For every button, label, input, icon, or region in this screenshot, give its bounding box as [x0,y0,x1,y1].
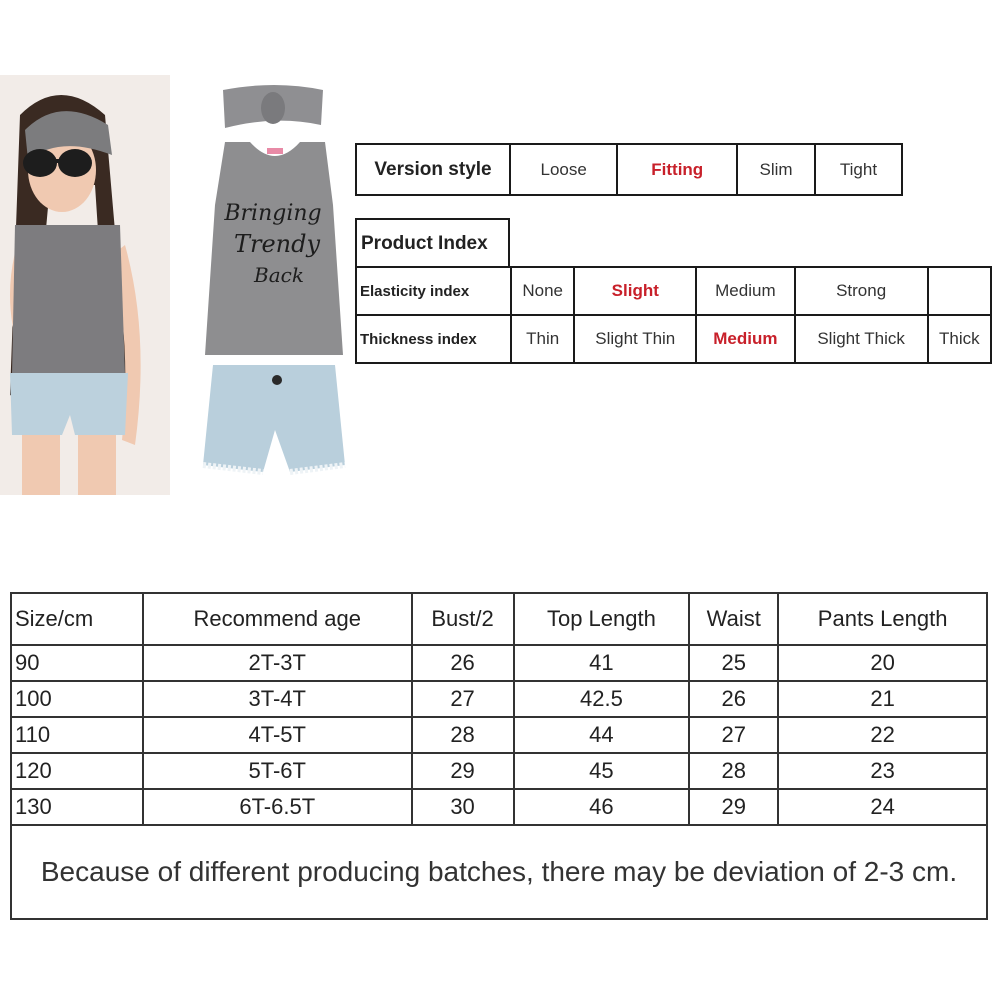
product-index-title: Product Index [355,218,510,266]
print-line-3: Back [254,263,304,287]
thickness-option: Thin [511,315,574,363]
elasticity-option: None [511,267,574,315]
version-style-table [355,143,903,196]
print-line-1: Bringing [224,201,322,226]
table-cell: 5T-6T [143,753,412,789]
tank-top-image [205,142,343,355]
version-option: Tight [815,144,902,195]
table-cell: 20 [778,645,987,681]
table-cell: 21 [778,681,987,717]
elasticity-option: Strong [795,267,928,315]
table-cell: 22 [778,717,987,753]
table-cell: 29 [689,789,778,825]
elasticity-option: Medium [696,267,794,315]
column-header: Bust/2 [412,593,514,645]
table-cell: 28 [689,753,778,789]
table-cell: 30 [412,789,514,825]
thickness-option: Slight Thick [795,315,928,363]
table-cell: 41 [514,645,690,681]
table-cell: 24 [778,789,987,825]
version-style-label: Version style [356,144,510,195]
product-flatlay [195,80,360,490]
table-cell: 23 [778,753,987,789]
table-cell: 42.5 [514,681,690,717]
headband-image [223,85,323,128]
table-cell: 46 [514,789,690,825]
deviation-note: Because of different producing batches, there may be deviation of 2-3 cm. [11,825,987,919]
elasticity-option [928,267,991,315]
table-cell: 2T-3T [143,645,412,681]
size-table-header [11,593,987,645]
table-cell: 3T-4T [143,681,412,717]
table-row [11,645,987,681]
thickness-option-selected: Medium [696,315,794,363]
table-cell: 26 [689,681,778,717]
table-cell: 28 [412,717,514,753]
thickness-row [356,315,991,363]
table-cell: 6T-6.5T [143,789,412,825]
elasticity-row [356,267,991,315]
table-cell: 100 [11,681,143,717]
table-cell: 25 [689,645,778,681]
table-row [11,753,987,789]
table-cell: 26 [412,645,514,681]
model-photo [0,75,170,495]
thickness-label: Thickness index [356,315,511,363]
thickness-option: Slight Thin [574,315,696,363]
table-cell: 130 [11,789,143,825]
column-header: Recommend age [143,593,412,645]
size-chart-table [10,592,988,920]
column-header: Size/cm [11,593,143,645]
elasticity-option-selected: Slight [574,267,696,315]
version-option: Slim [737,144,815,195]
table-cell: 4T-5T [143,717,412,753]
print-line-2: Trendy [233,230,321,258]
table-cell: 110 [11,717,143,753]
note-row [11,825,987,919]
column-header: Top Length [514,593,690,645]
version-option: Loose [510,144,617,195]
table-row [11,681,987,717]
column-header: Waist [689,593,778,645]
denim-shorts-image [203,365,345,472]
table-row [11,717,987,753]
table-cell: 29 [412,753,514,789]
table-cell: 120 [11,753,143,789]
thickness-option: Thick [928,315,991,363]
table-cell: 45 [514,753,690,789]
column-header: Pants Length [778,593,987,645]
table-row [11,789,987,825]
elasticity-label: Elasticity index [356,267,511,315]
table-cell: 90 [11,645,143,681]
product-index-table [355,266,992,364]
table-cell: 27 [689,717,778,753]
version-option-selected: Fitting [617,144,737,195]
table-cell: 27 [412,681,514,717]
table-cell: 44 [514,717,690,753]
